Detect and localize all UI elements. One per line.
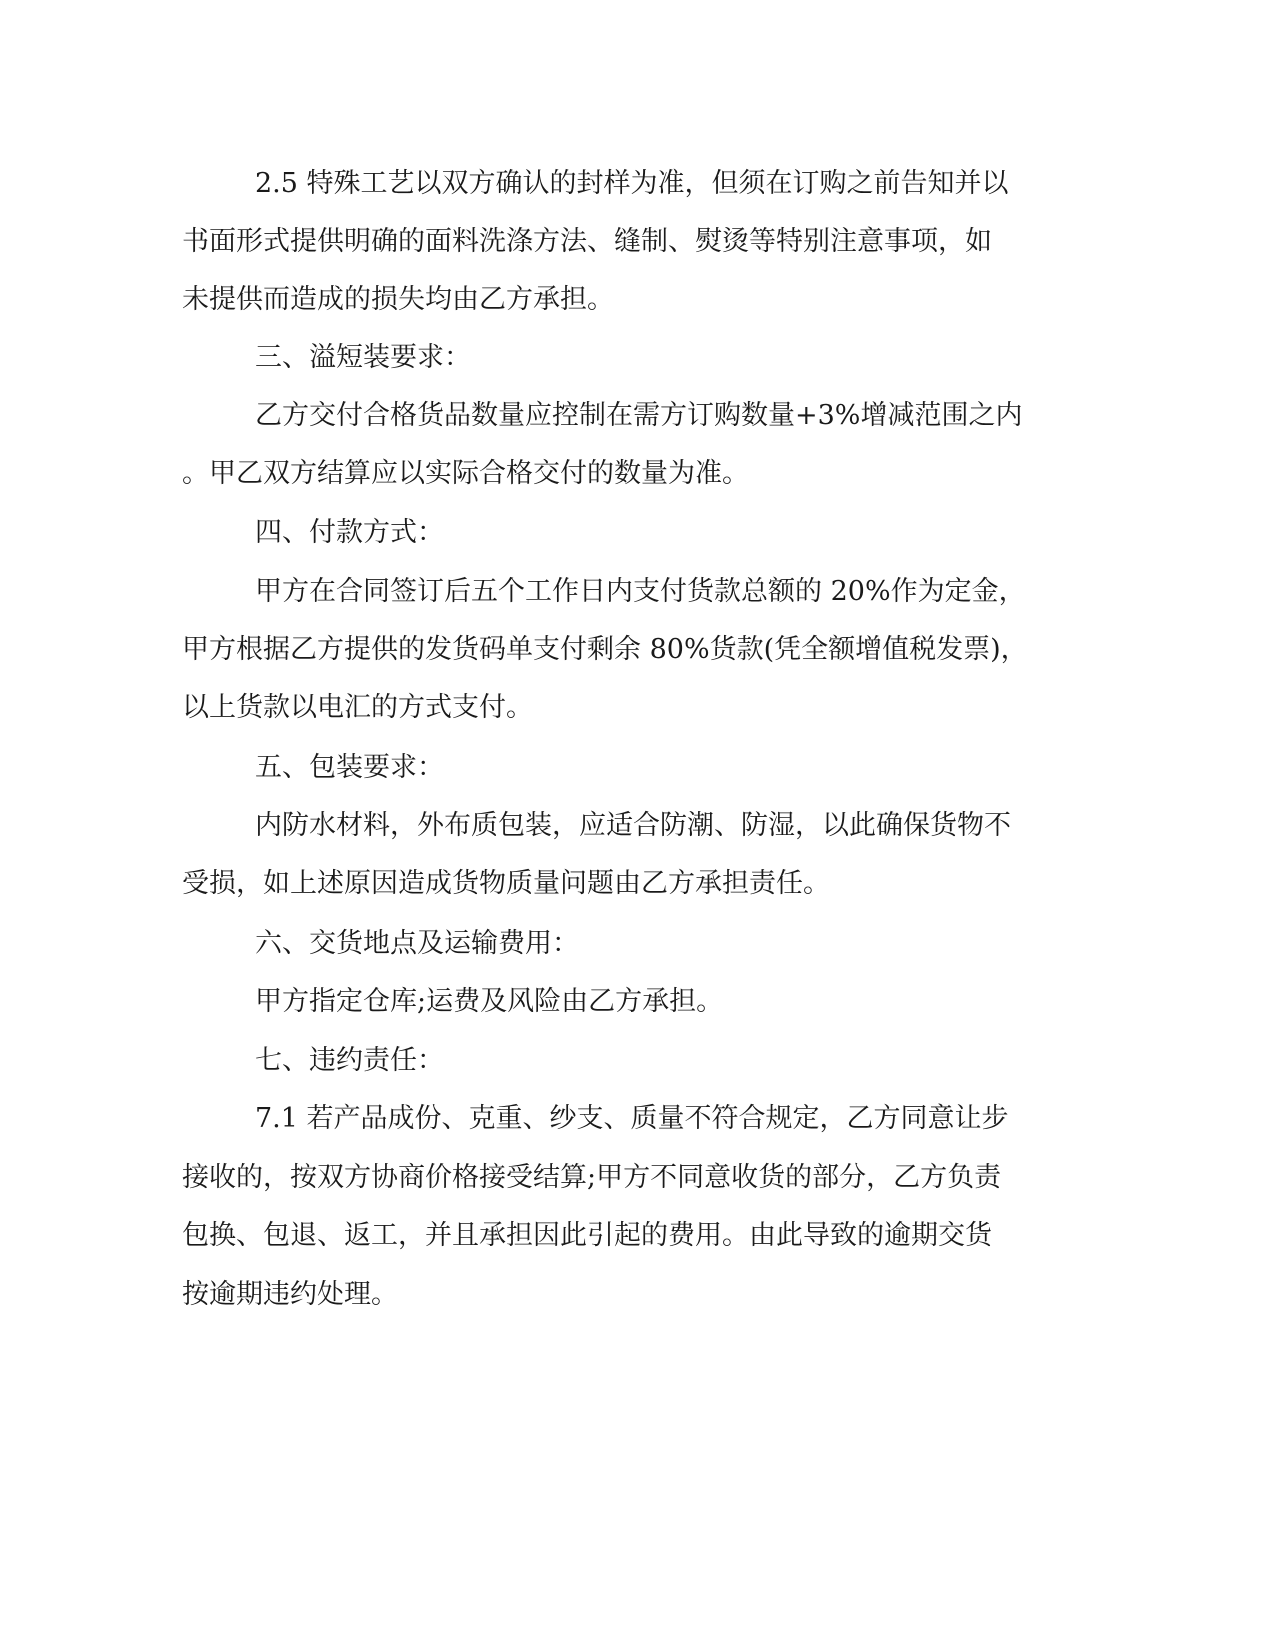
clause-3-line-2: 。甲乙双方结算应以实际合格交付的数量为准。 — [182, 458, 749, 489]
clause-2-5-line-1: 2.5 特殊工艺以双方确认的封样为准，但须在订购之前告知并以 — [255, 168, 1009, 199]
section-heading-6: 六、交货地点及运输费用： — [255, 928, 579, 959]
clause-5-line-1: 内防水材料，外布质包装，应适合防潮、防湿，以此确保货物不 — [255, 810, 1011, 841]
clause-4-line-3: 以上货款以电汇的方式支付。 — [182, 692, 533, 723]
clause-4-line-2: 甲方根据乙方提供的发货码单支付剩余 80%货款(凭全额增值税发票)， — [182, 634, 1028, 665]
section-heading-5: 五、包装要求： — [255, 752, 444, 783]
clause-3-line-1: 乙方交付合格货品数量应控制在需方订购数量+3%增减范围之内 — [255, 400, 1023, 431]
clause-6-line-1: 甲方指定仓库;运费及风险由乙方承担。 — [255, 986, 724, 1017]
clause-7-1-line-4: 按逾期违约处理。 — [182, 1279, 398, 1310]
clause-7-1-line-1: 7.1 若产品成份、克重、纱支、质量不符合规定，乙方同意让步 — [255, 1103, 1009, 1134]
section-heading-3: 三、溢短装要求： — [255, 342, 471, 373]
clause-7-1-line-2: 接收的，按双方协商价格接受结算;甲方不同意收货的部分，乙方负责 — [182, 1162, 1002, 1193]
clause-4-line-1: 甲方在合同签订后五个工作日内支付货款总额的 20%作为定金， — [255, 576, 1026, 607]
section-heading-4: 四、付款方式： — [255, 517, 444, 548]
clause-2-5-line-2: 书面形式提供明确的面料洗涤方法、缝制、熨烫等特别注意事项，如 — [182, 226, 992, 257]
section-heading-7: 七、违约责任： — [255, 1045, 444, 1076]
clause-2-5-line-3: 未提供而造成的损失均由乙方承担。 — [182, 284, 614, 315]
clause-5-line-2: 受损，如上述原因造成货物质量问题由乙方承担责任。 — [182, 868, 830, 899]
clause-7-1-line-3: 包换、包退、返工，并且承担因此引起的费用。由此导致的逾期交货 — [182, 1220, 992, 1251]
